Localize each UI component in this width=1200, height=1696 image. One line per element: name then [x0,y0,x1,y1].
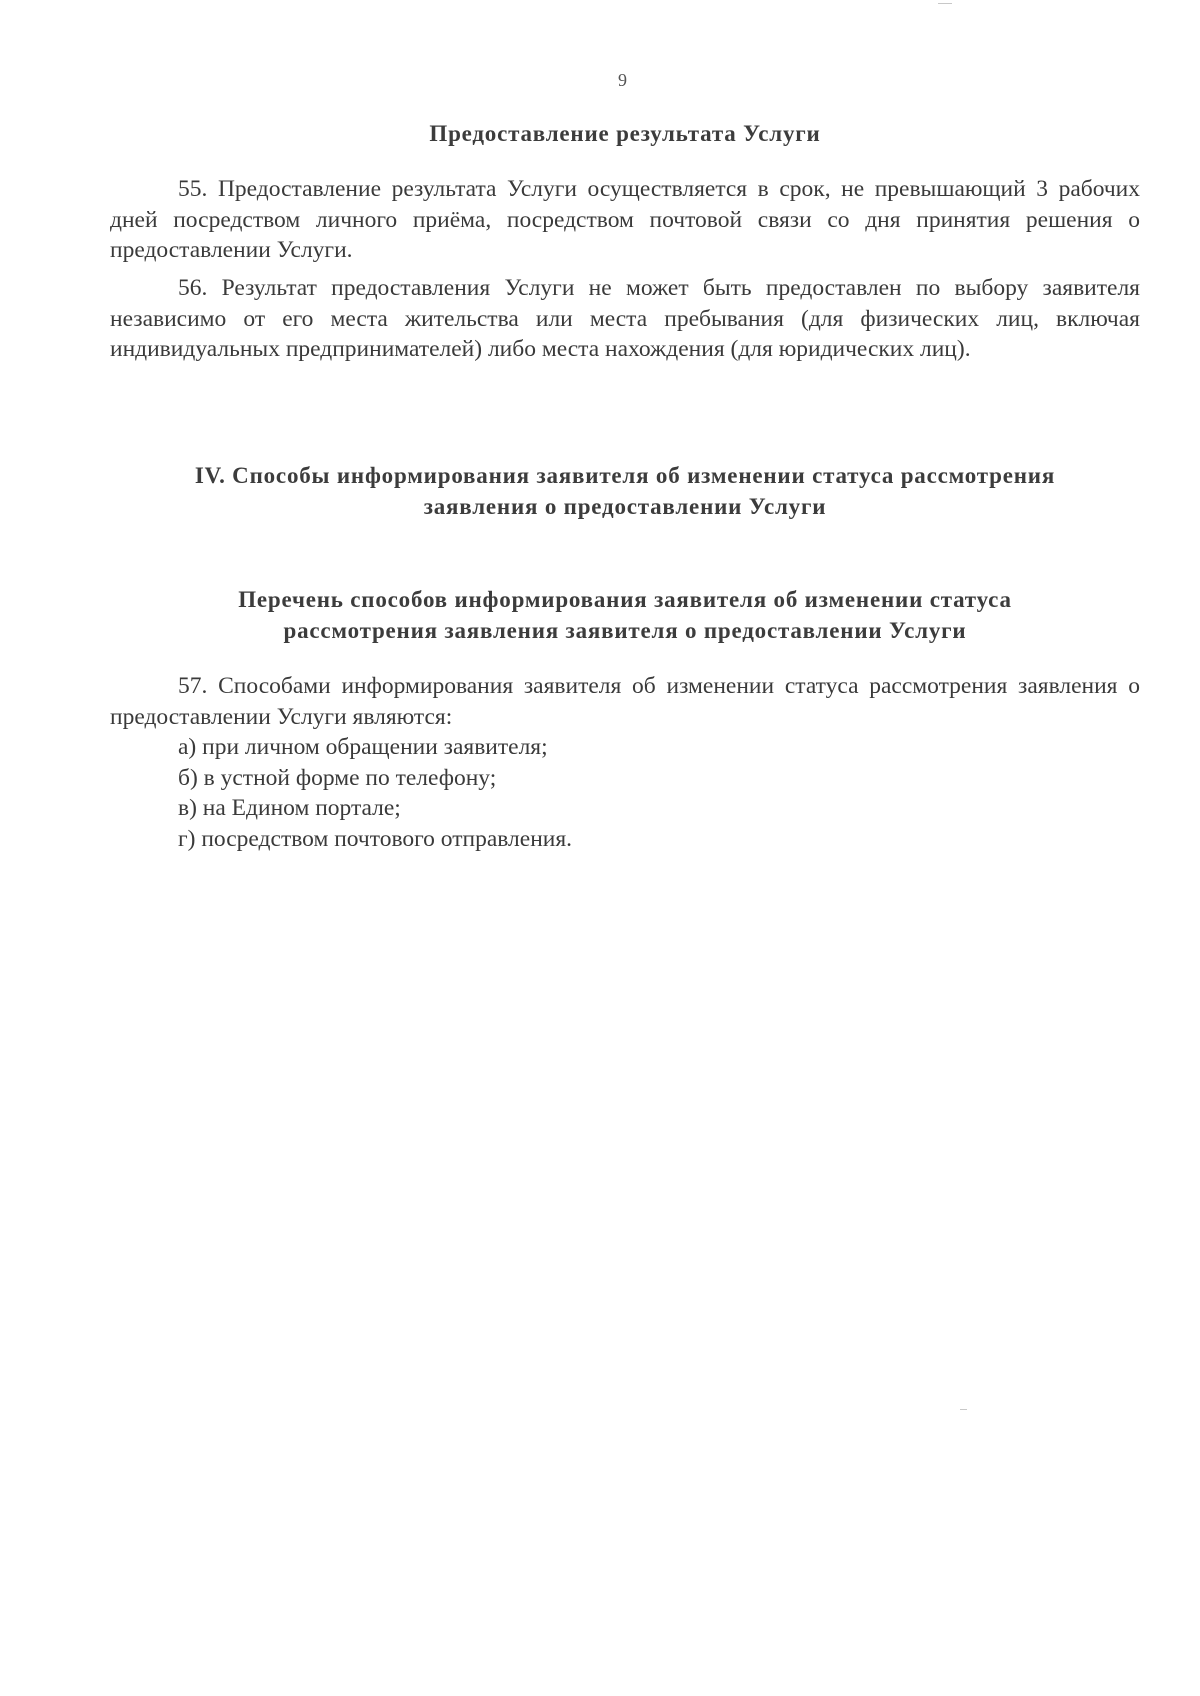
list-item: а) при личном обращении заявителя; [178,734,548,760]
chapter-title [110,460,1140,522]
subsection-title-line-1: Перечень способов информирования заявителя об изменении статуса [238,587,1012,612]
list-item: г) посредством почтового отправления. [178,825,573,852]
scan-artifact-top [938,3,952,4]
section-title-result: Предоставление результата Услуги [429,121,821,146]
paragraph-57: 57. Способами информирования заявителя об изменении статуса рассмотрения заявления о предоставлении Услуги являются: [110,673,1140,730]
informing-methods-list [178,732,572,854]
chapter-title-line-2: заявления о предоставлении Услуги [423,494,827,519]
chapter-title-line-1: IV. Способы информирования заявителя об изменении статуса рассмотрения [194,463,1056,488]
subsection-title [110,584,1140,646]
list-item: б) в устной форме по телефону; [178,764,497,791]
subsection-title-line-2: рассмотрения заявления заявителя о предоставлении Услуги [283,618,967,643]
paragraph-55: 55. Предоставление результата Услуги осуществляется в срок, не превышающий 3 рабочих дней посредством личного приёма, посредством почтовой связи со дня принятия решения о предоставлении Услуги. [110,176,1140,263]
scan-artifact-right [960,1409,967,1410]
list-item: в) на Едином портале; [178,795,401,821]
page-number: 9 [618,70,627,90]
paragraph-56: 56. Результат предоставления Услуги не может быть предоставлен по выбору заявителя независимо от его места жительства или места пребывания (для физических лиц, включая индивидуальных предпринимателей) либо места нахождения (для юридических лиц). [110,275,1140,362]
